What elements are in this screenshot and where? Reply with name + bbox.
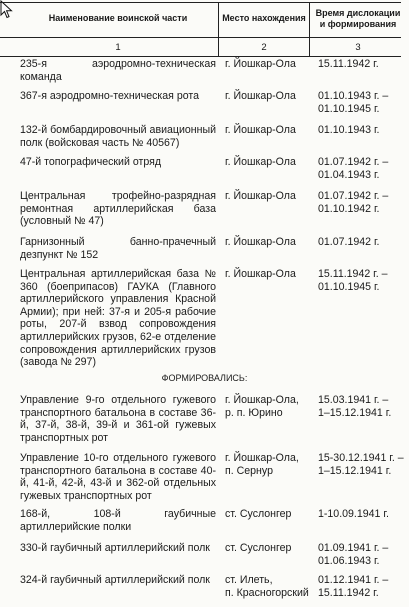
unit-time: 1-10.09.1941 г.: [318, 508, 389, 520]
unit-location: г. Йошкар-Ола: [225, 190, 296, 202]
unit-time: 01.07.1942 г.: [318, 236, 380, 248]
unit-name: Центральная трофейно-разрядная ремонтная артиллерийская база (условный № 47): [20, 190, 216, 228]
header-unit-name: Наименование воинской части: [48, 13, 188, 23]
unit-time: 15.03.1941 г. – 1–15.12.1941 г.: [318, 394, 392, 419]
section-title: ФОРМИРОВАЛИСЬ:: [161, 373, 248, 383]
header-location: Место нахождения: [222, 13, 306, 23]
unit-name: 47-й топографический отряд: [20, 156, 162, 168]
column-divider-2: [309, 2, 310, 56]
unit-location: г. Йошкар-Ола: [225, 58, 296, 70]
unit-time: 15.11.1942 г.: [318, 58, 379, 70]
unit-name: 168-й, 108-й гаубичные артиллерийские полки: [20, 508, 216, 533]
unit-time: 01.10.1943 г. – 01.10.1945 г.: [318, 90, 389, 115]
unit-name: 132-й бомбардировочный авиационный полк (войсковая часть № 40567): [20, 124, 216, 149]
unit-location: г. Йошкар-Ола: [225, 156, 296, 168]
column-number-1: 1: [115, 42, 121, 53]
unit-time: 15-30.12.1941 г. – 1–15.12.1941 г.: [318, 452, 404, 477]
unit-name: Гарнизонный банно-прачечный дезпункт № 152: [20, 236, 216, 261]
unit-time: 01.10.1943 г.: [318, 124, 380, 136]
unit-name: 367-я аэродромно-техническая рота: [20, 90, 200, 102]
unit-location: ст. Илеть, п. Красногорский: [225, 574, 309, 599]
unit-time: 15.11.1942 г. – 01.10.1945 г.: [318, 268, 388, 293]
unit-time: 01.09.1941 г. – 01.06.1943 г.: [318, 542, 389, 567]
column-number-2: 2: [261, 42, 267, 53]
unit-time: 01.07.1942 г. – 01.04.1943 г.: [318, 156, 389, 181]
unit-name: Управление 10-го отдельного гужевого транспортного батальона в составе 40-й, 41-й, 42-й, 43-й и 362-ой отдельных гужевых транспортных рот: [20, 452, 216, 502]
column-number-rule: [0, 56, 401, 57]
mouse-cursor-icon: [0, 0, 14, 20]
unit-name: 235-я аэродромно-техническая команда: [20, 58, 216, 83]
unit-location: г. Йошкар-Ола: [225, 90, 296, 102]
unit-name: 330-й гаубичный артиллерийский полк: [20, 542, 210, 554]
unit-time: 01.12.1941 г. – 15.11.1942 г.: [318, 574, 389, 599]
unit-location: ст. Суслонгер: [225, 508, 292, 520]
unit-location: г. Йошкар-Ола, р. п. Юрино: [225, 394, 299, 419]
unit-name: 324-й гаубичный артиллерийский полк: [20, 574, 210, 586]
unit-time: 01.07.1942 г. – 01.10.1942 г.: [318, 190, 389, 215]
unit-name: Центральная артиллерийская база № 360 (боеприпасов) ГАУКА (Главного артиллерийского управления Красной Армии); при ней: 37-я и 205-я рабочие роты, 207-й взвод сопровождения артиллерийских грузов, 62-е отделение сопровождения артиллерийских грузов (завода № 297): [20, 268, 216, 369]
unit-name: Управление 9-го отдельного гужевого транспортного батальона в составе 36-й, 37-й, 38-й, 39-й и 361-ой гужевых транспортных рот: [20, 394, 216, 444]
unit-location: г. Йошкар-Ола: [225, 268, 296, 280]
column-divider-1: [218, 2, 219, 56]
unit-location: ст. Суслонгер: [225, 542, 292, 554]
header-time: Время дислокации и формирования: [315, 8, 401, 29]
header-rule: [0, 37, 401, 38]
column-number-3: 3: [355, 42, 361, 53]
unit-location: г. Йошкар-Ола: [225, 124, 296, 136]
unit-location: г. Йошкар-Ола: [225, 236, 296, 248]
unit-location: г. Йошкар-Ола, п. Сернур: [225, 452, 299, 477]
table-top-rule: [0, 2, 401, 3]
